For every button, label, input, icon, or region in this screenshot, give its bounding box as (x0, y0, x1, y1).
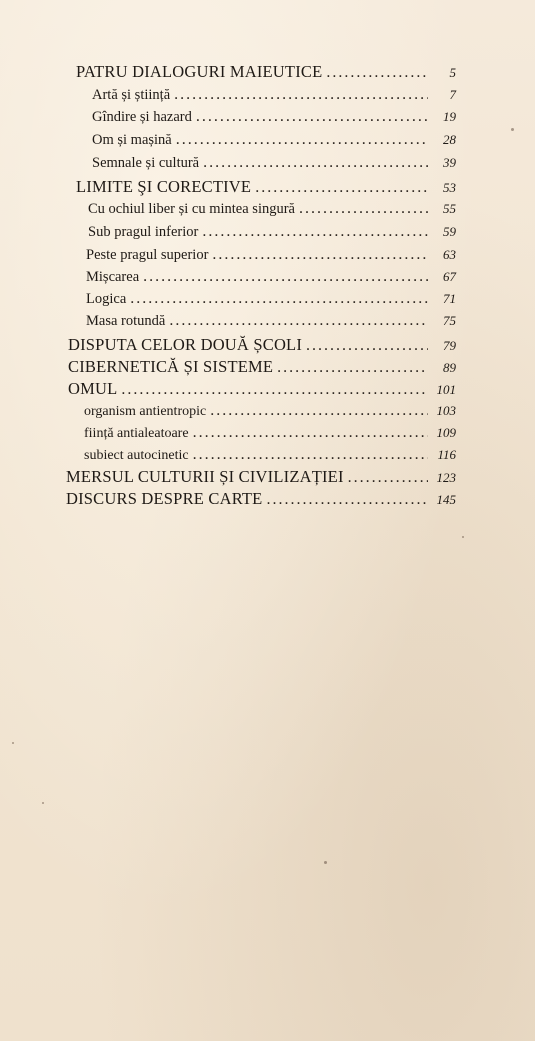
dot-leader (266, 491, 428, 509)
toc-entry-title: Mișcarea (86, 269, 140, 285)
toc-entry-page: 75 (443, 313, 456, 328)
toc-entry (92, 86, 456, 106)
toc-entry (86, 246, 456, 266)
toc-entry-title: Peste pragul superior (86, 247, 209, 263)
toc-entry (92, 131, 456, 151)
paper-speck (12, 742, 14, 744)
toc-entry-title: MERSUL CULTURII ȘI CIVILIZAȚIEI (66, 467, 344, 486)
dot-leader (255, 179, 428, 197)
toc-entry-page: 7 (449, 87, 456, 102)
toc-entry (84, 402, 456, 422)
dot-leader (176, 131, 428, 149)
dot-leader (326, 64, 428, 82)
toc-entry-page: 59 (443, 224, 456, 239)
toc-entry-page: 79 (443, 338, 456, 353)
toc-entry-page: 63 (443, 247, 456, 262)
toc-entry-page: 101 (436, 382, 456, 397)
dot-leader (193, 424, 428, 442)
dot-leader (143, 268, 428, 286)
toc-entry-title: OMUL (68, 379, 118, 398)
toc-entry (92, 108, 456, 128)
dot-leader (193, 446, 428, 464)
toc-entry-page: 55 (443, 201, 456, 216)
dot-leader (306, 337, 428, 355)
paper-speck (462, 536, 464, 538)
toc-entry (68, 379, 456, 399)
toc-entry-title: PATRU DIALOGURI MAIEUTICE (76, 62, 323, 81)
dot-leader (277, 359, 428, 377)
dot-leader (210, 402, 428, 420)
toc-entry-page: 109 (436, 425, 456, 440)
toc-entry-title: Artă și știință (92, 87, 171, 103)
dot-leader (202, 223, 428, 241)
paper-speck (324, 861, 327, 864)
toc-entry-title: LIMITE ŞI CORECTIVE (76, 177, 252, 196)
toc-entry-title: CIBERNETICĂ ȘI SISTEME (68, 357, 274, 376)
toc-entry-page: 5 (449, 65, 456, 80)
dot-leader (348, 469, 428, 487)
toc-entry (88, 223, 456, 243)
dot-leader (203, 154, 428, 172)
toc-entry (92, 154, 456, 174)
toc-entry (86, 290, 456, 310)
toc-entry-title: Gîndire și hazard (92, 109, 192, 125)
dot-leader (169, 312, 428, 330)
toc-entry-title: subiect autocinetic (84, 448, 189, 463)
toc-entry (68, 335, 456, 355)
dot-leader (121, 381, 428, 399)
toc-entry (84, 446, 456, 466)
toc-entry-title: Logica (86, 291, 127, 307)
toc-entry-title: DISPUTA CELOR DOUĂ ȘCOLI (68, 335, 303, 354)
dot-leader (174, 86, 428, 104)
dot-leader (299, 200, 428, 218)
toc-entry (88, 200, 456, 220)
toc-entry-page: 39 (443, 155, 456, 170)
toc-entry-page: 103 (436, 403, 456, 418)
toc-entry-title: Semnale și cultură (92, 155, 200, 171)
toc-entry-title: Cu ochiul liber și cu mintea singură (88, 201, 295, 217)
toc-entry-title: organism antientropic (84, 404, 207, 419)
toc-entry-page: 89 (443, 360, 456, 375)
toc-entry-page: 19 (443, 109, 456, 124)
toc-entry (84, 424, 456, 444)
toc-entry (66, 467, 456, 487)
dot-leader (196, 108, 428, 126)
paper-speck (42, 802, 44, 804)
toc-entry-title: Masa rotundă (86, 313, 166, 329)
toc-entry (76, 177, 456, 197)
paper-speck (511, 128, 514, 131)
toc-entry (76, 62, 456, 82)
toc-entry (68, 357, 456, 377)
toc-entry-title: Om și mașină (92, 132, 172, 148)
toc-entry-title: ființă antialeatoare (84, 426, 189, 441)
dot-leader (212, 246, 428, 264)
toc-entry (66, 489, 456, 509)
toc-entry-page: 28 (443, 132, 456, 147)
toc-entry (86, 312, 456, 332)
toc-entry-page: 67 (443, 269, 456, 284)
toc-entry-page: 53 (443, 180, 456, 195)
toc-entry-page: 71 (443, 291, 456, 306)
toc-entry-title: DISCURS DESPRE CARTE (66, 489, 263, 508)
toc-entry-title: Sub pragul inferior (88, 224, 199, 240)
toc-entry-page: 145 (436, 492, 456, 507)
toc-entry-page: 123 (436, 470, 456, 485)
dot-leader (130, 290, 428, 308)
toc-entry (86, 268, 456, 288)
toc-entry-page: 116 (437, 447, 456, 462)
